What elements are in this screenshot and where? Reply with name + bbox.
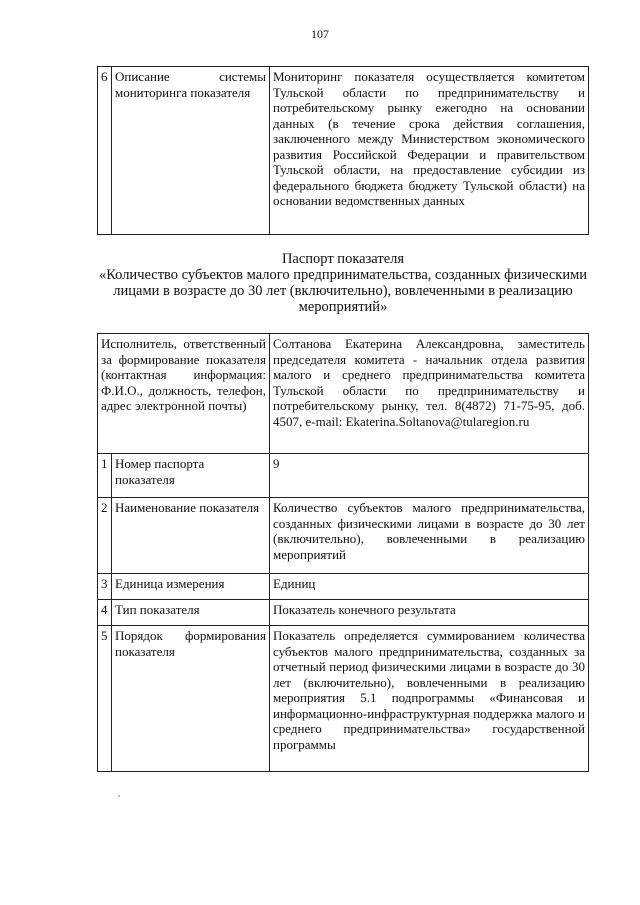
row-number: 6 — [98, 67, 112, 235]
executor-value: Солтанова Екатерина Александровна, заместитель председателя комитета - начальник отдела развития малого и среднего предпринимательства комитета Тульской области по предпринимательству и потребительскому рынку, тел. 8(4872) 71-75-95, доб. 4507, e-mail: Ekaterina.Soltanova@tularegion.ru — [270, 334, 589, 454]
row-value: Показатель определяется суммированием количества субъектов малого предпринимательства, созданных за отчетный период физическими лицами в возрасте до 30 лет (включительно), вовлеченными в реализацию мероприятия 5.1 подпрограммы «Финансовая и информационно-инфраструктурная поддержка малого и среднего предпринимательства» государственной программы — [270, 626, 589, 772]
monitoring-table — [97, 66, 589, 235]
row-number: 4 — [98, 600, 112, 626]
row-label: Порядок формирования показателя — [112, 626, 270, 772]
table-row — [98, 600, 589, 626]
table-row — [98, 67, 589, 235]
table-row — [98, 498, 589, 574]
row-label: Номер паспорта показателя — [112, 454, 270, 498]
page-number: 107 — [311, 27, 329, 41]
table-row — [98, 626, 589, 772]
table-row — [98, 334, 589, 454]
row-label: Единица измерения — [112, 574, 270, 600]
row-value: Мониторинг показателя осуществляется комитетом Тульской области по предпринимательству и потребительскому рынку ежегодно на основании данных (в течение срока действия соглашения, заключенного между Министерством экономического развития Российской Федерации и правительством Тульской области, на предоставление субсидии из федерального бюджета бюджету Тульской области) на основании ведомственных данных — [270, 67, 589, 235]
scan-speck — [118, 795, 120, 797]
row-label: Описание системы мониторинга показателя — [112, 67, 270, 235]
row-value: Показатель конечного результата — [270, 600, 589, 626]
table-row — [98, 454, 589, 498]
passport-subtitle: «Количество субъектов малого предпринимательства, созданных физическими лицами в возрасте до 30 лет (включительно), вовлеченными в реализацию мероприятий» — [98, 267, 588, 315]
row-label: Наименование показателя — [112, 498, 270, 574]
passport-title: Паспорт показателя — [281, 251, 405, 267]
row-number: 5 — [98, 626, 112, 772]
passport-table — [97, 333, 589, 772]
row-label: Тип показателя — [112, 600, 270, 626]
row-value: 9 — [270, 454, 589, 498]
row-number: 2 — [98, 498, 112, 574]
row-number: 3 — [98, 574, 112, 600]
row-value: Количество субъектов малого предпринимательства, созданных физическими лицами в возрасте до 30 лет (включительно), вовлеченными в реализацию мероприятий — [270, 498, 589, 574]
passport-header — [97, 251, 589, 315]
row-value: Единиц — [270, 574, 589, 600]
table-row — [98, 574, 589, 600]
row-number: 1 — [98, 454, 112, 498]
executor-label: Исполнитель, ответственный за формирование показателя (контактная информация: Ф.И.О., должность, телефон, адрес электронной почты) — [98, 334, 270, 454]
